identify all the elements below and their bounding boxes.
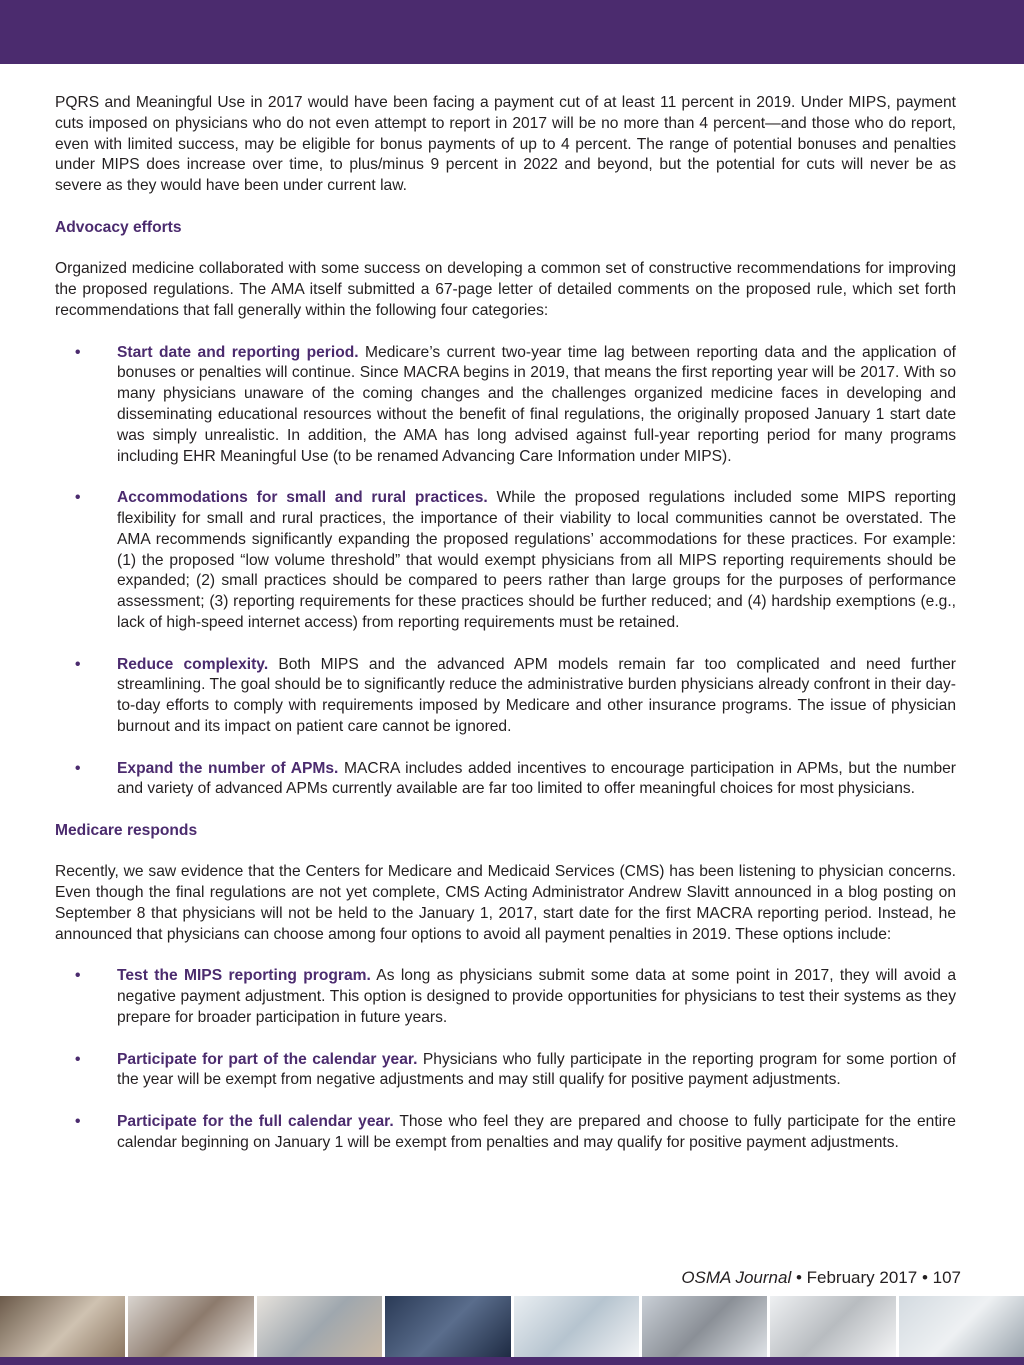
bullet-lead: Reduce complexity. [117,655,269,673]
bullet-text: Those who feel they are prepared and choose to fully participate for the entire calendar beginning on January 1 will be exempt from penalties and may qualify for positive payment adjustments. [117,1113,956,1151]
bullet-text: Physicians who fully participate in the reporting program for some portion of the year will be exempt from negative adjustments and may still qualify for positive payment adjustments. [117,1050,956,1089]
medicare-paragraph: Recently, we saw evidence that the Centers for Medicare and Medicaid Services (CMS) has been listening to physician concerns. Even though the final regulations are not yet complete, CMS Acting Administrator Andrew Slavitt announced in a blog posting on September 8 that physicians will not be held to the January 1, 2017, start date for the first MACRA reporting period. Instead, he announced that physicians can choose among four options to avoid all payment penalties in 2019. These options include: [55,863,956,943]
bullet-text: While the proposed regulations included some MIPS reporting flexibility for small and rural practices, the importance of their viability to local communities cannot be overstated. The AMA recommends significantly expanding the proposed regulations’ accommodations for these practices. For example: (1) the proposed “low volume threshold” that would exempt physicians from all MIPS reporting requirements should be expanded; (2) small practices should be compared to peers rather than large groups for the purposes of performance assessment; (3) reporting requirements for these practices should be further reduced; and (4) hardship exemptions (e.g., lack of high-speed internet access) from reporting requirements must be retained. [117,489,956,631]
photo-doctor-patient [257,1296,382,1357]
bullet-text: Medicare’s current two-year time lag between reporting data and the application of bonuses or penalties will continue. Since MACRA begins in 2019, that means the first reporting year will be 2017. With so many physicians unaware of the coming changes and the challenges organized medicine faces in developing and disseminating educational resources without the benefit of final regulations, the originally proposed January 1 start date was simply unrealistic. In addition, the AMA has long advised against full-year reporting period for many programs including EHR Meaningful Use (to be renamed Advancing Care Information under MIPS). [117,343,956,465]
footer-separator: • [917,1268,933,1287]
advocacy-bullet-complexity [55,655,956,738]
bullet-icon: • [75,967,81,985]
photo-doctors [899,1296,1024,1357]
header-band [0,0,1024,64]
photo-dna-helix [385,1296,510,1357]
bullet-icon: • [75,489,81,507]
photo-lab [514,1296,639,1357]
footer-separator: • [791,1268,807,1287]
photo-patient [642,1296,767,1357]
journal-name: OSMA Journal [681,1268,792,1287]
bullet-lead: Expand the number of APMs. [117,759,339,777]
photo-physician-portrait [0,1296,125,1357]
bullet-text: As long as physicians submit some data at some point in 2017, they will avoid a negative payment adjustment. This option is designed to provide opportunities for physicians to test their systems as they prepare for broader participation in future years. [117,967,956,1027]
bullet-lead: Participate for part of the calendar year. [117,1050,418,1068]
advocacy-paragraph: Organized medicine collaborated with some success on developing a common set of constructive recommendations for improving the proposed regulations. The AMA itself submitted a 67-page letter of detailed comments on the proposed rule, which set forth recommendations that fall generally within the following four categories: [55,260,956,319]
advocacy-bullet-apms [55,759,956,801]
photo-strip [0,1296,1024,1357]
bullet-icon: • [75,655,81,673]
intro-paragraph: PQRS and Meaningful Use in 2017 would have been facing a payment cut of at least 11 percent in 2019. Under MIPS, payment cuts imposed on physicians who do not even attempt to report in 2017 will be no more than 4 percent—and those who do report, even with limited success, may be eligible for bonus payments of up to 4 percent. The range of potential bonuses and penalties under MIPS does increase over time, to plus/minus 9 percent in 2022 and beyond, but the potential for cuts will never be as severe as they would have been under current law. [55,94,956,195]
bullet-icon: • [75,1113,81,1131]
issue-date: February 2017 [806,1268,918,1287]
article-body [55,93,956,1154]
bullet-lead: Accommodations for small and rural practices. [117,489,488,507]
advocacy-heading: Advocacy efforts [55,218,182,236]
bullet-icon: • [75,759,81,777]
photo-consultation [128,1296,253,1357]
bullet-lead: Participate for the full calendar year. [117,1113,394,1131]
bullet-lead: Start date and reporting period. [117,343,359,361]
medicare-bullet-full-year [55,1112,956,1154]
bullet-icon: • [75,343,81,361]
page-footer [681,1267,961,1289]
advocacy-bullet-small-rural [55,488,956,634]
bullet-lead: Test the MIPS reporting program. [117,967,371,985]
photo-keyboard [770,1296,895,1357]
page-number: 107 [932,1268,961,1287]
bullet-text: MACRA includes added incentives to encourage participation in APMs, but the number and variety of advanced APMs currently available are far too limited to offer meaningful choices for most physicians. [117,759,956,798]
footer-band [0,1357,1024,1365]
medicare-bullet-part-year [55,1050,956,1092]
bullet-text: Both MIPS and the advanced APM models remain far too complicated and need further streamlining. The goal should be to significantly reduce the administrative burden physicians already confront in their day-to-day efforts to comply with requirements imposed by Medicare and other insurance programs. The issue of physician burnout and its impact on patient care cannot be ignored. [117,655,956,735]
advocacy-bullet-start-date [55,343,956,468]
medicare-heading: Medicare responds [55,821,198,839]
medicare-bullet-test [55,966,956,1028]
bullet-icon: • [75,1050,81,1068]
